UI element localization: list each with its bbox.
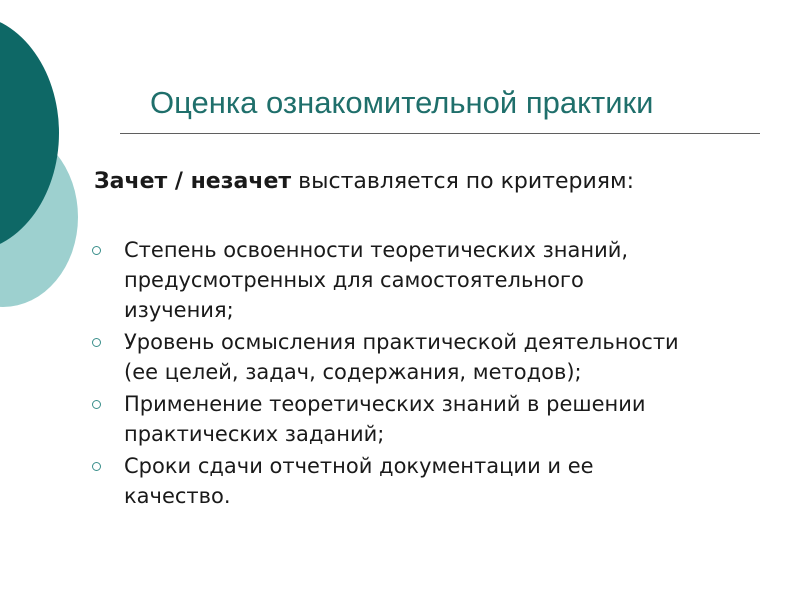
criteria-line: качество. — [124, 484, 231, 508]
bullet-circle-icon — [92, 338, 101, 347]
criteria-line: предусмотренных для самостоятельного — [124, 268, 584, 292]
criteria-line: Применение теоретических знаний в решении — [124, 392, 646, 416]
criteria-line: Уровень осмысления практической деятельности — [124, 330, 679, 354]
criteria-line: практических заданий; — [124, 422, 385, 446]
criteria-item — [92, 451, 792, 511]
bullet-circle-icon — [92, 462, 101, 471]
bullet-circle-icon — [92, 246, 101, 255]
criteria-line: изучения; — [124, 298, 234, 322]
intro-text — [94, 168, 774, 196]
bullet-circle-icon — [92, 400, 101, 409]
criteria-item — [92, 235, 792, 325]
criteria-line: Сроки сдачи отчетной документации и ее — [124, 454, 594, 478]
criteria-item — [92, 389, 792, 449]
title-divider — [120, 133, 760, 134]
criteria-item — [92, 327, 792, 387]
criteria-list — [92, 235, 792, 511]
slide-title: Оценка ознакомительной практики — [150, 85, 654, 120]
intro-bold-text: Зачет / незачет — [94, 169, 292, 194]
criteria-line: Степень освоенности теоретических знаний, — [124, 238, 629, 262]
criteria-line: (ее целей, задач, содержания, методов); — [124, 360, 582, 384]
intro-rest-text: выставляется по критериям: — [291, 169, 635, 194]
